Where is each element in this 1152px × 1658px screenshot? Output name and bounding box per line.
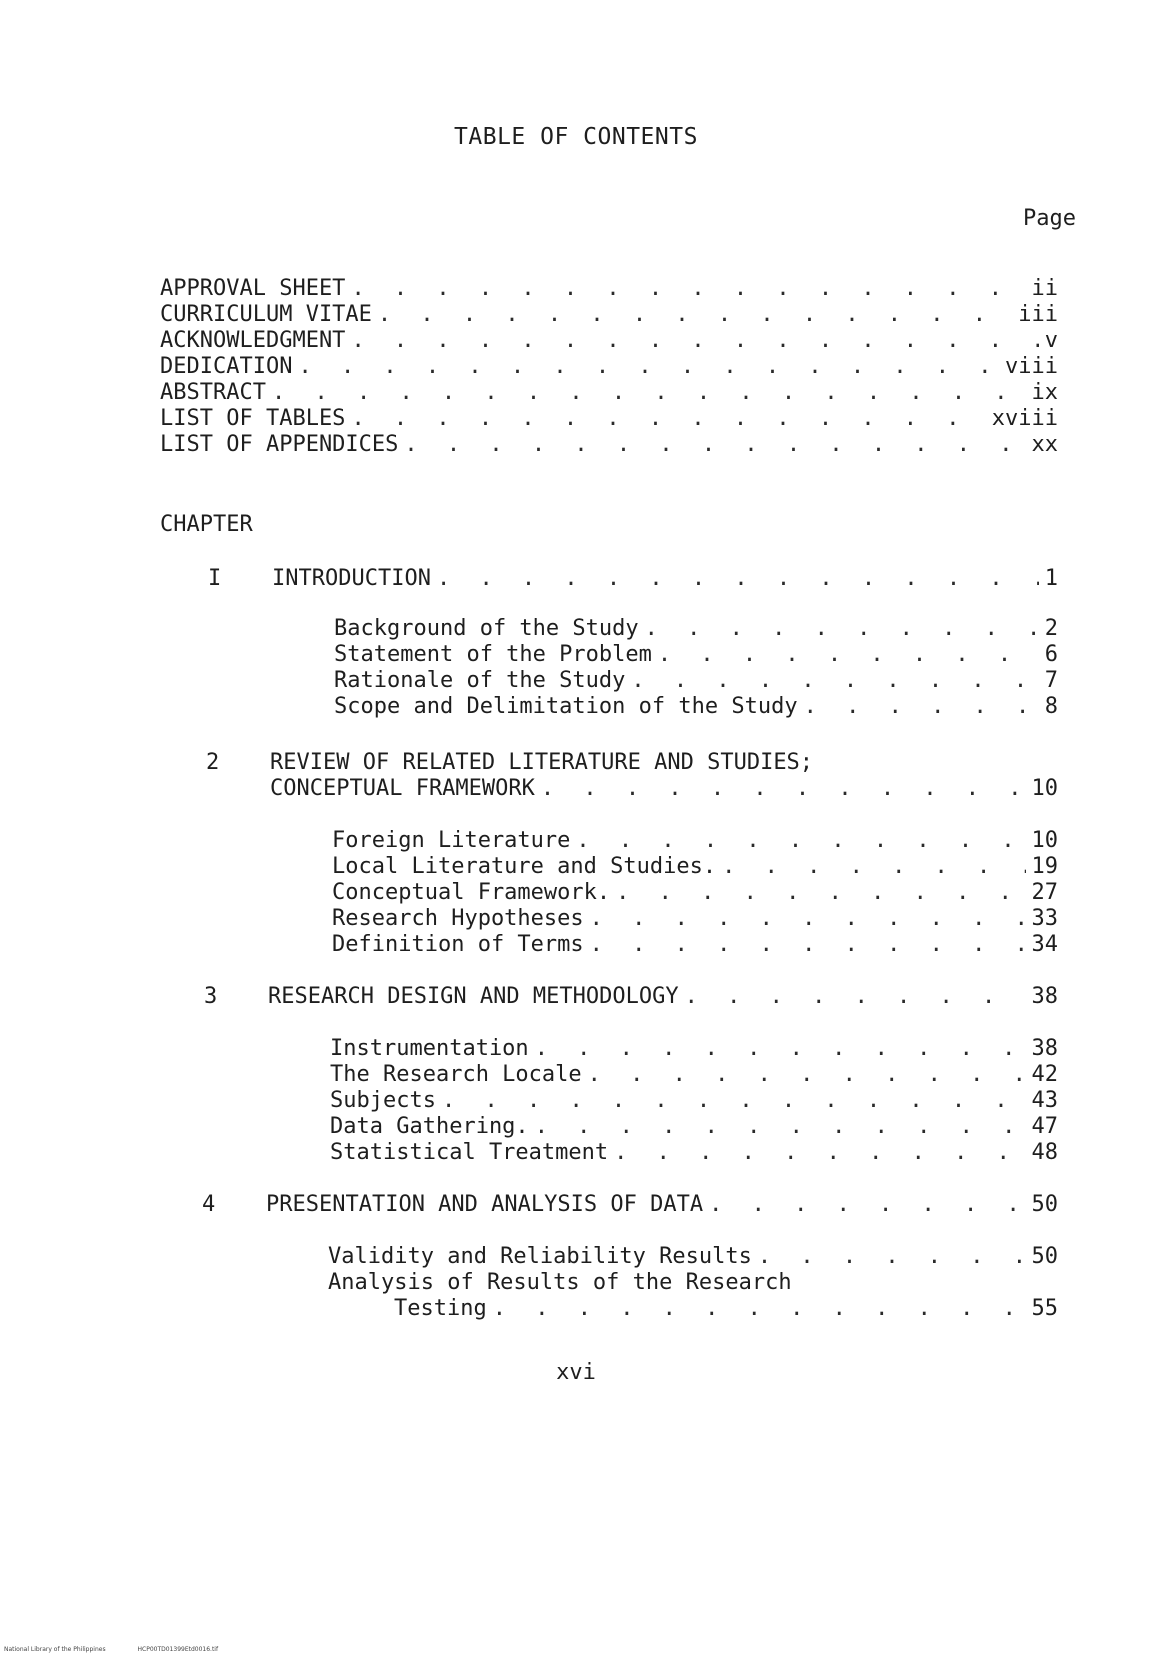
- leader-dots: [351, 406, 985, 432]
- section-label: Validity and Reliability Results: [328, 1244, 752, 1269]
- section-entry: [330, 1036, 1058, 1062]
- toc-entry-label: LIST OF TABLES: [160, 406, 346, 431]
- section-label: Statistical Treatment: [330, 1140, 609, 1165]
- leader-dots: [709, 1192, 1025, 1218]
- section-entry: [330, 1062, 1058, 1088]
- toc-entry-page: xx: [1031, 432, 1058, 457]
- chapter-page: 38: [1031, 984, 1058, 1009]
- leader-dots: [645, 616, 1039, 642]
- toc-entry-page: viii: [1005, 354, 1058, 379]
- toc-entry-page: ix: [1031, 380, 1058, 405]
- section-page: 7: [1044, 668, 1058, 693]
- leader-dots: [351, 328, 1038, 354]
- leader-dots: [541, 776, 1026, 802]
- section-page: 43: [1031, 1088, 1058, 1113]
- section-page: 10: [1031, 828, 1058, 853]
- leader-dots: [535, 1114, 1026, 1140]
- section-page: 6: [1044, 642, 1058, 667]
- leader-dots: [442, 1088, 1026, 1114]
- section-entry: [334, 616, 1058, 642]
- toc-entry-page: xviii: [991, 406, 1058, 431]
- toc-entry-label: ABSTRACT: [160, 380, 266, 405]
- section-page: 8: [1044, 694, 1058, 719]
- section-entry: [332, 828, 1058, 854]
- leader-dots: [588, 1062, 1026, 1088]
- chapter-number: 3: [204, 984, 218, 1009]
- section-entry: [330, 1140, 1058, 1166]
- section-entry: [332, 880, 1058, 906]
- section-label: Subjects: [330, 1088, 436, 1113]
- chapter-page: 10: [1031, 776, 1058, 801]
- page-column-header: Page: [1023, 206, 1076, 231]
- section-page: 34: [1031, 932, 1058, 957]
- leader-dots: [590, 932, 1026, 958]
- toc-entry: [160, 276, 1058, 302]
- section-label: Definition of Terms: [332, 932, 584, 957]
- chapter-entry: [270, 776, 1058, 802]
- section-page: 55: [1031, 1296, 1058, 1321]
- leader-dots: [722, 854, 1025, 880]
- section-label: Conceptual Framework.: [332, 880, 611, 905]
- chapter-number: 4: [202, 1192, 216, 1217]
- leader-dots: [685, 984, 1026, 1010]
- toc-entry-page: ii: [1031, 276, 1058, 301]
- leader-dots: [378, 302, 1012, 328]
- leader-dots: [437, 566, 1039, 592]
- leader-dots: [493, 1296, 1026, 1322]
- section-label: Foreign Literature: [332, 828, 571, 853]
- chapter-page: 1: [1044, 566, 1058, 591]
- section-page: 33: [1031, 906, 1058, 931]
- chapter-title: REVIEW OF RELATED LITERATURE AND STUDIES;: [270, 750, 814, 775]
- chapter-entry: [272, 566, 1058, 592]
- leader-dots: [614, 1140, 1025, 1166]
- leader-dots: [535, 1036, 1026, 1062]
- section-page: 38: [1031, 1036, 1058, 1061]
- section-label: Background of the Study: [334, 616, 639, 641]
- file-code: HCP00TD01399Etd0016.tif: [137, 1646, 219, 1653]
- leader-dots: [298, 354, 999, 380]
- leader-dots: [804, 694, 1039, 720]
- toc-entry: [160, 406, 1058, 432]
- toc-entry-label: DEDICATION: [160, 354, 293, 379]
- toc-entry: [160, 354, 1058, 380]
- scan-footer: [4, 1646, 248, 1653]
- section-label: Instrumentation: [330, 1036, 529, 1061]
- chapter-number: 2: [206, 750, 220, 775]
- section-entry: [330, 1114, 1058, 1140]
- leader-dots: [272, 380, 1026, 406]
- toc-entry-page: iii: [1018, 302, 1058, 327]
- section-entry: [328, 1244, 1058, 1270]
- chapter-title: RESEARCH DESIGN AND METHODOLOGY: [268, 984, 679, 1009]
- section-label: Data Gathering.: [330, 1114, 529, 1139]
- section-entry: [332, 932, 1058, 958]
- leader-dots: [758, 1244, 1026, 1270]
- toc-entry-label: APPROVAL SHEET: [160, 276, 346, 301]
- section-label-line2: Testing: [394, 1296, 487, 1321]
- page-title: TABLE OF CONTENTS: [454, 124, 698, 150]
- section-page: 42: [1031, 1062, 1058, 1087]
- chapter-title: INTRODUCTION: [272, 566, 431, 591]
- leader-dots: [631, 668, 1038, 694]
- chapter-number: I: [208, 566, 222, 591]
- section-entry: [332, 906, 1058, 932]
- toc-entry: [160, 302, 1058, 328]
- leader-dots: [576, 828, 1025, 854]
- section-label: Local Literature and Studies.: [332, 854, 717, 879]
- section-entry: [334, 642, 1058, 668]
- section-page: 48: [1031, 1140, 1058, 1165]
- leader-dots: [590, 906, 1026, 932]
- section-label: Scope and Delimitation of the Study: [334, 694, 798, 719]
- section-page: 27: [1031, 880, 1058, 905]
- toc-entry: [160, 380, 1058, 406]
- chapter-entry: [266, 1192, 1058, 1218]
- leader-dots: [351, 276, 1025, 302]
- section-entry: [334, 668, 1058, 694]
- leader-dots: [616, 880, 1025, 906]
- section-page: 2: [1044, 616, 1058, 641]
- page-number: xvi: [556, 1360, 596, 1385]
- leader-dots: [404, 432, 1025, 458]
- section-label: Research Hypotheses: [332, 906, 584, 931]
- section-label: Statement of the Problem: [334, 642, 652, 667]
- section-entry: [394, 1296, 1058, 1322]
- section-entry: [334, 694, 1058, 720]
- section-page: 19: [1031, 854, 1058, 879]
- section-label: The Research Locale: [330, 1062, 582, 1087]
- chapter-title-line2: CONCEPTUAL FRAMEWORK: [270, 776, 535, 801]
- toc-entry-label: CURRICULUM VITAE: [160, 302, 372, 327]
- library-credit: National Library of the Philippines: [4, 1646, 106, 1653]
- toc-entry-label: LIST OF APPENDICES: [160, 432, 399, 457]
- chapter-header: CHAPTER: [160, 512, 253, 537]
- toc-entry-page: v: [1044, 328, 1058, 353]
- chapter-page: 50: [1031, 1192, 1058, 1217]
- toc-entry: [160, 328, 1058, 354]
- toc-entry: [160, 432, 1058, 458]
- leader-dots: [658, 642, 1039, 668]
- section-label: Analysis of Results of the Research: [328, 1270, 792, 1295]
- section-page: 50: [1031, 1244, 1058, 1269]
- section-entry: [330, 1088, 1058, 1114]
- section-page: 47: [1031, 1114, 1058, 1139]
- section-entry: [332, 854, 1058, 880]
- section-label: Rationale of the Study: [334, 668, 626, 693]
- chapter-entry: [268, 984, 1058, 1010]
- chapter-title: PRESENTATION AND ANALYSIS OF DATA: [266, 1192, 704, 1217]
- toc-entry-label: ACKNOWLEDGMENT: [160, 328, 346, 353]
